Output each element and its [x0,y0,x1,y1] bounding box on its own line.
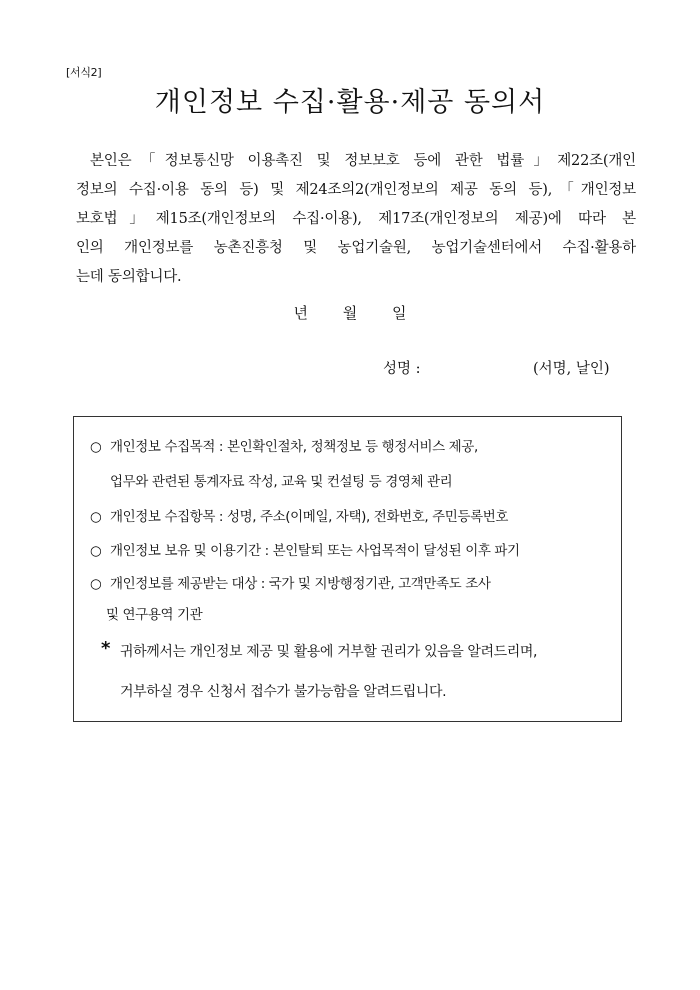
form-number-label: [서식2] [66,66,102,79]
info-item-text: 개인정보 보유 및 이용기간 : 본인탈퇴 또는 사업목적이 달성된 이후 파기 [110,543,520,559]
date-line: 년 월 일 [293,304,407,322]
name-label: 성명 : [383,361,421,377]
privacy-info-box [73,416,622,722]
consent-statement-line: 는데 동의합니다. [76,269,182,285]
info-item-retention [90,539,610,559]
info-item-text: 개인정보 수집목적 : 본인확인절차, 정책정보 등 행정서비스 제공, [110,439,478,455]
document-title: 개인정보 수집·활용·제공 동의서 [154,87,546,118]
info-item-fields [90,505,610,525]
circle-bullet-icon: ○ [90,439,102,455]
circle-bullet-icon: ○ [90,509,102,525]
circle-bullet-icon: ○ [90,576,102,592]
asterisk-icon: * [101,638,111,659]
signature-row [383,357,610,378]
refusal-notice-line: 거부하실 경우 신청서 접수가 불가능함을 알려드립니다. [120,684,447,700]
consent-statement-line: 정보의 수집·이용 동의 등) 및 제24조의2(개인정보의 제공 동의 등),「개인정보 [76,182,636,198]
info-item-recipients [90,572,610,592]
consent-statement-line: 보호법」제15조(개인정보의 수집·이용), 제17조(개인정보의 제공)에 따라 본 [76,211,636,227]
info-item-continuation: 업무와 관련된 통계자료 작성, 교육 및 컨설팅 등 경영체 관리 [110,474,453,490]
signature-hint: (서명, 날인) [533,361,610,377]
info-item-purpose [90,435,610,455]
circle-bullet-icon: ○ [90,543,102,559]
consent-statement-line: 인의 개인정보를 농촌진흥청 및 농업기술원, 농업기술센터에서 수집·활용하 [76,240,636,256]
refusal-notice-line: 귀하께서는 개인정보 제공 및 활용에 거부할 권리가 있음을 알려드리며, [120,644,538,660]
consent-statement [76,147,636,292]
info-item-text: 개인정보 수집항목 : 성명, 주소(이메일, 자택), 전화번호, 주민등록번호 [110,509,508,525]
info-item-text: 개인정보를 제공받는 대상 : 국가 및 지방행정기관, 고객만족도 조사 [110,576,491,592]
info-item-continuation: 및 연구용역 기관 [106,607,203,623]
consent-statement-line: 본인은「정보통신망 이용촉진 및 정보보호 등에 관한 법률」제22조(개인 [90,153,636,169]
